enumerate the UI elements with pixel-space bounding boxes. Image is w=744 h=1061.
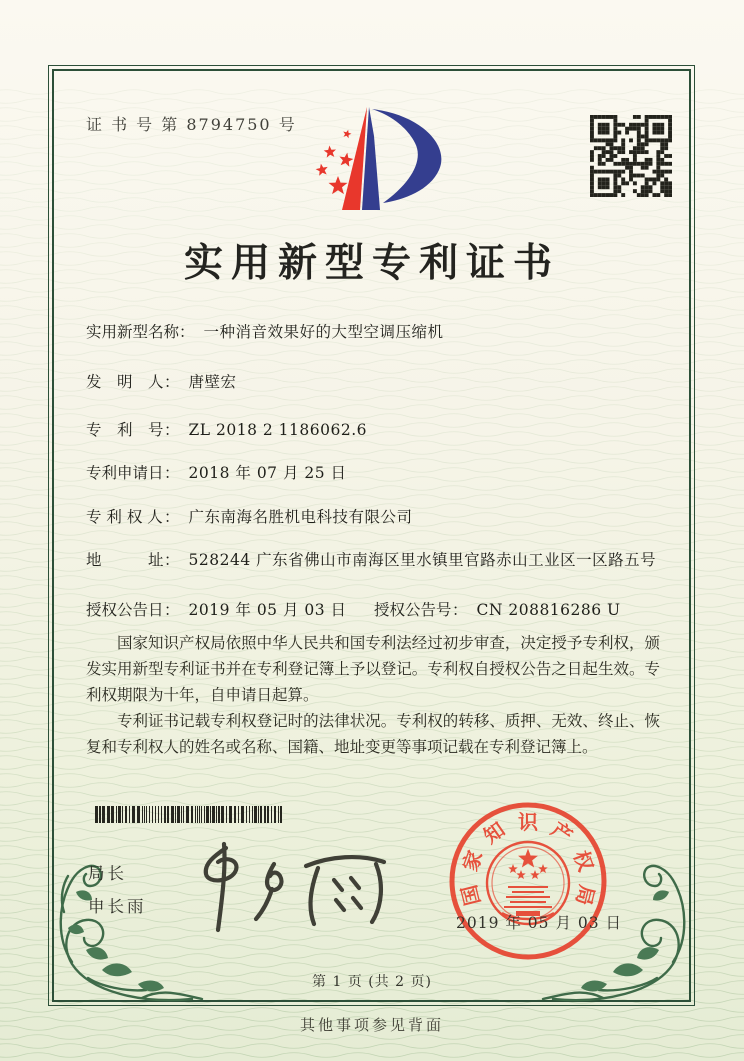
page-number: 第 1 页 (共 2 页): [312, 974, 432, 990]
svg-text:识: 识: [518, 810, 538, 834]
field-value: 一种消音效果好的大型空调压缩机: [203, 323, 444, 341]
field-label: 发 明 人: [86, 373, 164, 391]
seal-date: 2019 年 05 月 03 日: [456, 914, 623, 932]
field-colon: ：: [452, 601, 468, 619]
field-value: 2019 年 05 月 03 日: [188, 601, 347, 619]
field-value: 广东南海名胜机电科技有限公司: [188, 508, 413, 526]
field-value: CN 208816286 U: [476, 601, 621, 619]
certificate-number: 证 书 号 第 8794750 号: [86, 115, 297, 134]
field-colon: ：: [164, 551, 180, 569]
field-colon: ：: [179, 323, 195, 341]
legal-statement: [86, 630, 660, 760]
cnipa-patent-logo-icon: [300, 102, 458, 218]
field-colon: ：: [164, 508, 180, 526]
svg-text:局: 局: [571, 882, 600, 908]
svg-text:权: 权: [568, 847, 599, 875]
commissioner-title: 局长: [88, 864, 127, 883]
field-label: 授权公告日: [86, 601, 164, 619]
legal-paragraph: 专利证书记载专利权登记时的法律状况。专利权的转移、质押、无效、终止、恢复和专利权人的姓名或名称、国籍、地址变更等事项记载在专利登记簿上。: [86, 712, 660, 756]
field-grant-date: [86, 601, 347, 619]
svg-text:国: 国: [456, 882, 485, 908]
field-row-grant: [86, 598, 666, 620]
field-value: ZL 2018 2 1186062.6: [188, 421, 367, 439]
certificate-title: 实用新型专利证书: [183, 240, 560, 286]
field-value: 唐壁宏: [188, 373, 237, 391]
field-row-patent-no: [86, 418, 666, 440]
field-value: 2018 年 07 月 25 日: [188, 464, 347, 482]
field-grant-number: [374, 598, 621, 620]
field-row-inventor: [86, 370, 666, 392]
barcode-icon: [95, 806, 287, 823]
field-label: 授权公告号: [374, 601, 452, 619]
field-colon: ：: [164, 421, 180, 439]
legal-paragraph: 国家知识产权局依照中华人民共和国专利法经过初步审查，决定授予专利权，颁发实用新型专利证书并在专利登记簿上予以登记。专利权自授权公告之日起生效。专利权期限为十年，自申请日起算。: [86, 634, 660, 704]
logo-stars: [316, 130, 354, 194]
field-label: 专利申请日: [86, 464, 164, 482]
field-row-filing-date: [86, 461, 666, 483]
back-side-note: 其他事项参见背面: [299, 1016, 444, 1034]
field-label: 实用新型名称: [86, 323, 180, 341]
red-official-seal-icon: [443, 796, 613, 966]
svg-text:家: 家: [457, 847, 488, 875]
field-colon: ：: [164, 464, 180, 482]
field-value: 528244 广东省佛山市南海区里水镇里官路赤山工业区一区路五号: [188, 551, 657, 569]
handwritten-signature-icon: [188, 834, 403, 938]
svg-text:产: 产: [546, 817, 577, 849]
field-row-address: [86, 548, 666, 572]
field-label: 地 址: [86, 551, 164, 569]
field-row-patentee: [86, 505, 666, 527]
field-colon: ：: [164, 373, 180, 391]
field-row-name: [86, 320, 666, 342]
field-label: 专 利 权 人: [86, 508, 163, 526]
qr-code-icon: [590, 115, 672, 197]
field-colon: ：: [164, 601, 180, 619]
svg-text:知: 知: [479, 817, 510, 849]
commissioner-name: 申长雨: [88, 897, 147, 916]
field-label: 专 利 号: [86, 421, 164, 439]
